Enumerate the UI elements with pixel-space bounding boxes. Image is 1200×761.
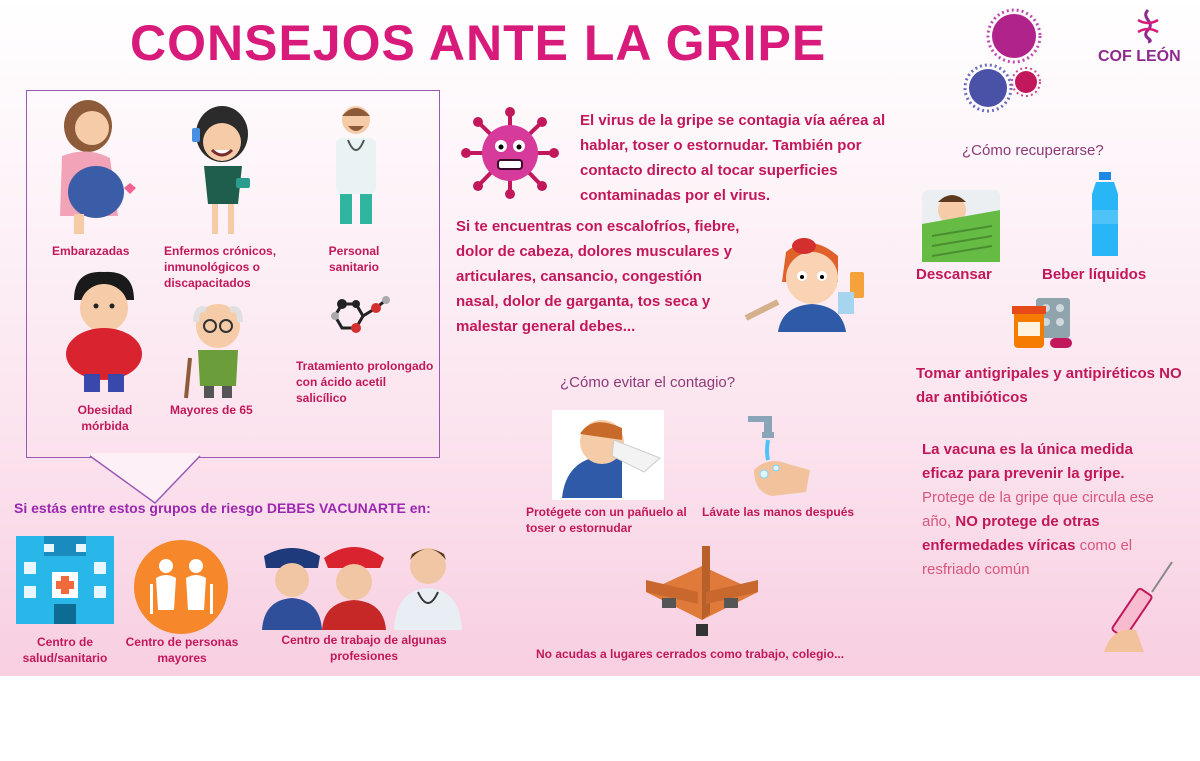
vaccine-text-bold: La vacuna es la única medida eficaz para prevenir la gripe. xyxy=(922,441,1133,482)
virus-decoration-icon xyxy=(960,4,1050,114)
virus-character-icon xyxy=(458,108,562,198)
vaccine-text-light2: como el resfriado común xyxy=(922,537,1133,578)
obese-person-icon xyxy=(60,270,150,395)
logo-text: COF LEÓN xyxy=(1098,48,1181,65)
place-label-elderly-center: Centro de personas mayores xyxy=(125,635,239,665)
prevention-label-closed-places: No acudas a lugares cerrados como trabajo, colegio... xyxy=(536,647,845,661)
office-cubicles-icon xyxy=(640,540,764,640)
prevention-label-tissue: Protégete con un pañuelo al toser o estornudar xyxy=(526,505,687,535)
sneezing-person-icon xyxy=(552,410,664,500)
vaccine-text-light: Protege de la gripe que circula ese año, xyxy=(922,489,1154,530)
sick-girl-icon xyxy=(738,232,888,342)
syringe-icon xyxy=(1100,556,1184,664)
speech-pointer xyxy=(90,455,210,505)
water-bottle-icon xyxy=(1088,170,1122,260)
elderly-center-icon xyxy=(132,538,230,636)
vaccinate-text: Si estás entre estos grupos de riesgo DEBES VACUNARTE en: xyxy=(14,500,431,516)
pregnant-woman-icon xyxy=(48,96,148,236)
risk-label-aspirin: Tratamiento prolongado con ácido acetil salicílico xyxy=(296,359,434,405)
place-label-health-center: Centro de salud/sanitario xyxy=(22,635,108,665)
professionals-icon xyxy=(258,534,470,630)
page-title: CONSEJOS ANTE LA GRIPE xyxy=(130,15,827,71)
recovery-label-rest: Descansar xyxy=(916,266,992,283)
recovery-heading: ¿Cómo recuperarse? xyxy=(962,142,1104,159)
resting-in-bed-icon xyxy=(918,180,1004,262)
medicine-icon xyxy=(1010,294,1074,354)
risk-label-health-worker: Personal sanitario xyxy=(328,244,380,274)
health-worker-icon xyxy=(326,100,386,230)
molecule-icon xyxy=(324,290,390,340)
risk-label-elderly: Mayores de 65 xyxy=(170,403,253,417)
hand-washing-icon xyxy=(742,412,816,500)
vaccine-text-bold2: protege de otras enfermedades víricas xyxy=(922,513,1100,554)
risk-label-pregnant: Embarazadas xyxy=(52,244,130,258)
elderly-man-icon xyxy=(180,300,256,400)
hospital-icon xyxy=(14,534,116,626)
symptoms-text: Si te encuentras con escalofríos, fiebre, dolor de cabeza, dolores musculares y articulares, cansancio, congestión nasal, dolor de garganta, tos seca y malestar general debes... xyxy=(456,218,740,335)
prevention-heading: ¿Cómo evitar el contagio? xyxy=(560,374,736,391)
recovery-label-drink: Beber líquidos xyxy=(1042,266,1147,283)
chronic-patient-icon xyxy=(176,100,266,240)
place-label-professionals: Centro de trabajo de algunas profesiones xyxy=(281,633,447,663)
recovery-label-meds: Tomar antigripales y antipiréticos NO dar antibióticos xyxy=(916,365,1182,406)
contagion-text: El virus de la gripe se contagia vía aérea al hablar, toser o estornudar. También por contacto directo al tocar superficies contaminadas por el virus. xyxy=(580,112,886,204)
risk-label-chronic: Enfermos crónicos, inmunológicos o discapacitados xyxy=(164,244,277,290)
cof-leon-logo-icon xyxy=(1132,8,1164,44)
risk-label-obese: Obesidad mórbida xyxy=(77,403,133,433)
prevention-label-wash: Lávate las manos después xyxy=(702,505,855,519)
vaccine-text-no: NO xyxy=(955,513,978,530)
